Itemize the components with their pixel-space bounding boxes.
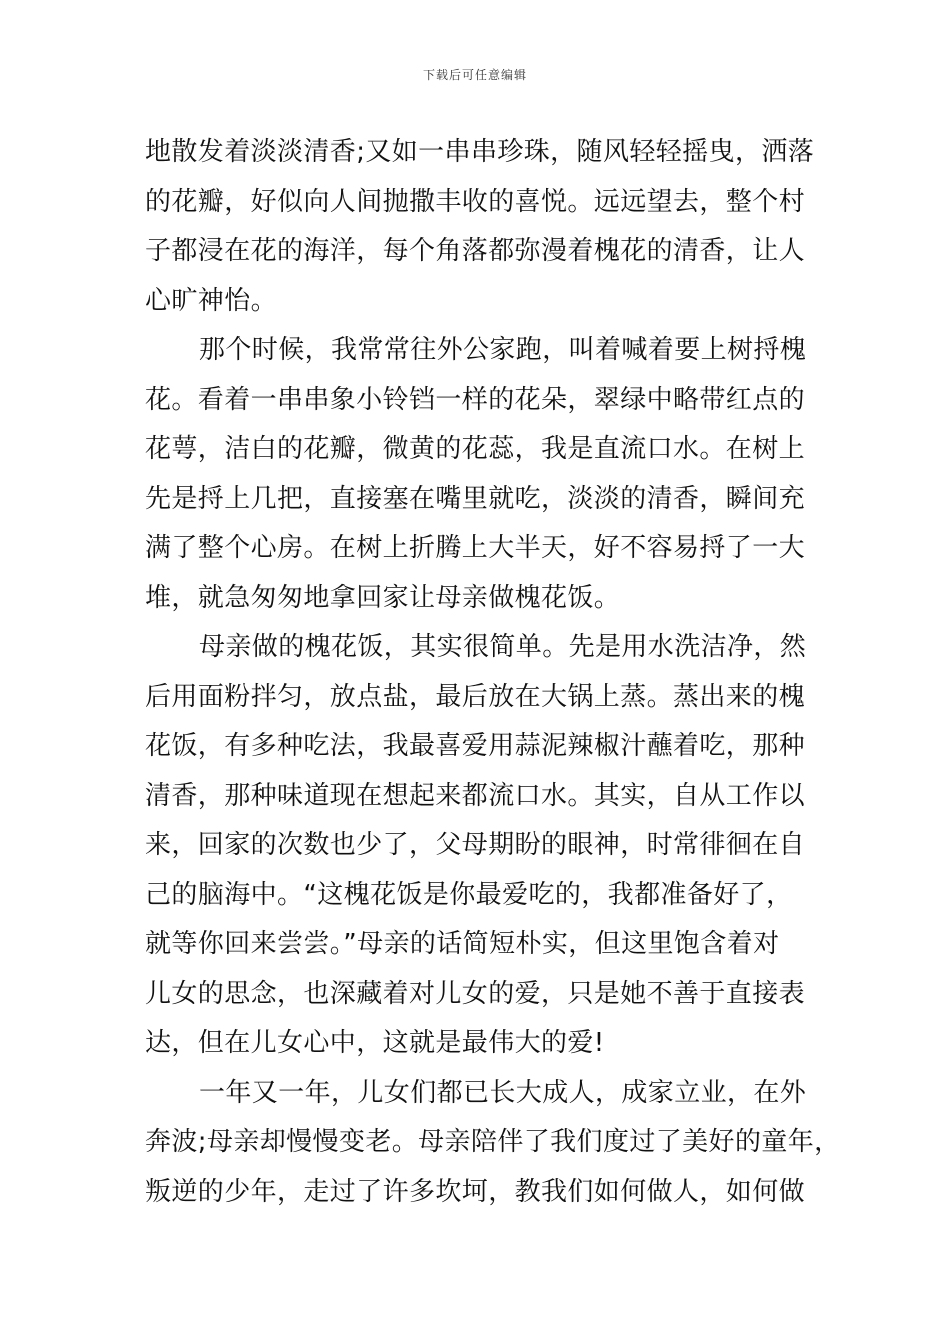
paragraph-first-line: 那个时候，我常常往外公家跑，叫着喊着要上树捋槐 (199, 335, 807, 365)
paragraph-line: 奔波;母亲却慢慢变老。母亲陪伴了我们度过了美好的童年， (145, 1127, 841, 1157)
paragraph-first-line: 母亲做的槐花饭，其实很简单。先是用水洗洁净，然 (199, 632, 807, 662)
document-body (145, 128, 841, 1217)
paragraph-line: 叛逆的少年，走过了许多坎坷，教我们如何做人，如何做 (145, 1176, 806, 1207)
paragraph-line: 己的脑海中。“这槐花饭是你最爱吃的，我都准备好了， (145, 879, 793, 910)
paragraph-line: 心旷神怡。 (145, 285, 278, 316)
paragraph-line: 花饭，有多种吃法，我最喜爱用蒜泥辣椒汁蘸着吃，那种 (145, 731, 806, 761)
paragraph-line: 的花瓣，好似向人间抛撒丰收的喜悦。远远望去，整个村 (145, 186, 806, 217)
paragraph-line: 地散发着淡淡清香;又如一串串珍珠，随风轻轻摇曳，洒落 (145, 137, 815, 167)
paragraph-line: 花。看着一串串象小铃铛一样的花朵，翠绿中略带红点的 (145, 384, 806, 415)
paragraph-line: 后用面粉拌匀，放点盐，最后放在大锅上蒸。蒸出来的槐 (145, 681, 806, 712)
paragraph-first-line: 一年又一年，儿女们都已长大成人，成家立业，在外 (199, 1077, 807, 1108)
paragraph-line: 满了整个心房。在树上折腾上大半天，好不容易捋了一大 (145, 533, 806, 563)
paragraph-line: 儿女的思念，也深藏着对儿女的爱，只是她不善于直接表 (145, 978, 806, 1009)
paragraph-line: 来，回家的次数也少了，父母期盼的眼神，时常徘徊在自 (145, 830, 806, 860)
paragraph-line: 堆，就急匆匆地拿回家让母亲做槐花饭。 (145, 582, 621, 613)
paragraph-line: 清香，那种味道现在想起来都流口水。其实，自从工作以 (145, 780, 806, 811)
paragraph-line: 子都浸在花的海洋，每个角落都弥漫着槐花的清香，让人 (145, 236, 806, 266)
paragraph-line: 花萼，洁白的花瓣，微黄的花蕊，我是直流口水。在树上 (145, 434, 806, 464)
paragraph-line: 先是捋上几把，直接塞在嘴里就吃，淡淡的清香，瞬间充 (145, 483, 806, 514)
paragraph-line: 就等你回来尝尝。”母亲的话简短朴实，但这里饱含着对 (145, 929, 780, 959)
page-header: 下载后可任意编辑 (422, 68, 527, 82)
paragraph-line: 达，但在儿女心中，这就是最伟大的爱! (145, 1028, 605, 1058)
